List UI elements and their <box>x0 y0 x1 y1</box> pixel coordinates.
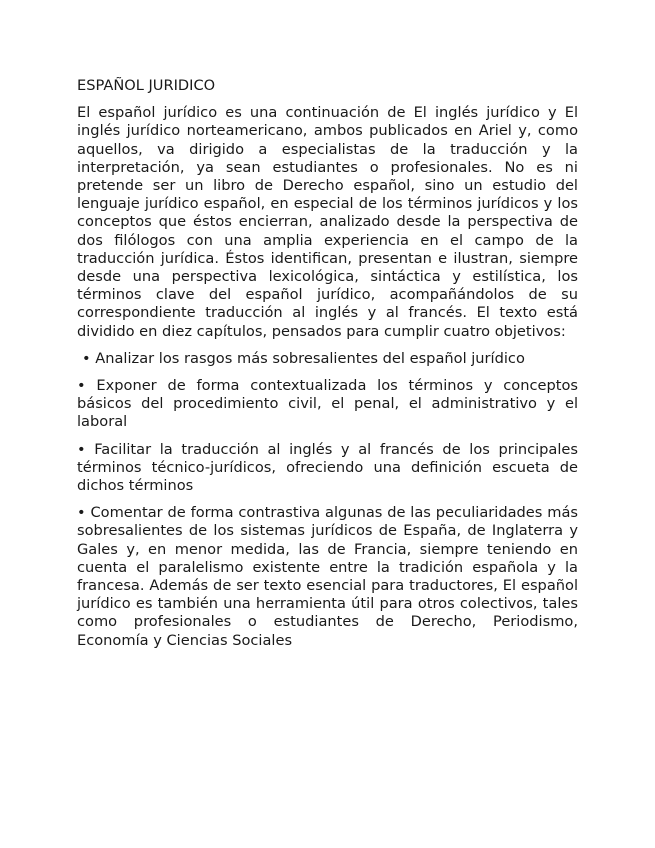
objective-item: • Exponer de forma contextualizada los términos y conceptos básicos del procedimiento civil, el penal, el administrativo y el laboral <box>77 377 578 431</box>
document-page <box>77 77 578 650</box>
objective-item: • Comentar de forma contrastiva algunas de las peculiaridades más sobresalientes de los sistemas jurídicos de España, de Inglaterra y Gales y, en menor medida, las de Francia, siempre teniendo en cuenta el paralelismo existente entre la tradición española y la francesa. Además de ser texto esencial para traductores, El español jurídico es también una herramienta útil para otros colectivos, tales como profesionales o estudiantes de Derecho, Periodismo, Economía y Ciencias Sociales <box>77 504 578 649</box>
objective-item: • Analizar los rasgos más sobresalientes del español jurídico <box>82 349 525 367</box>
intro-paragraph: El español jurídico es una continuación de El inglés jurídico y El inglés jurídico norteamericano, ambos publicados en Ariel y, como aquellos, va dirigido a especialistas de la traducción y la interpretación, ya sean estudiantes o profesionales. No es ni pretende ser un libro de Derecho español, sino un estudio del lenguaje jurídico español, en especial de los términos jurídicos y los conceptos que éstos encierran, analizado desde la perspectiva de dos filólogos con una amplia experiencia en el campo de la traducción jurídica. Éstos identifican, presentan e ilustran, siempre desde una perspectiva lexicológica, sintáctica y estilística, los términos clave del español jurídico, acompañándolos de su correspondiente traducción al inglés y al francés. El texto está dividido en diez capítulos, pensados para cumplir cuatro objetivos: <box>77 104 578 340</box>
document-title: ESPAÑOL JURIDICO <box>77 77 216 94</box>
objective-item: • Facilitar la traducción al inglés y al francés de los principales términos técnico-jurídicos, ofreciendo una definición escueta de dichos términos <box>77 440 578 495</box>
